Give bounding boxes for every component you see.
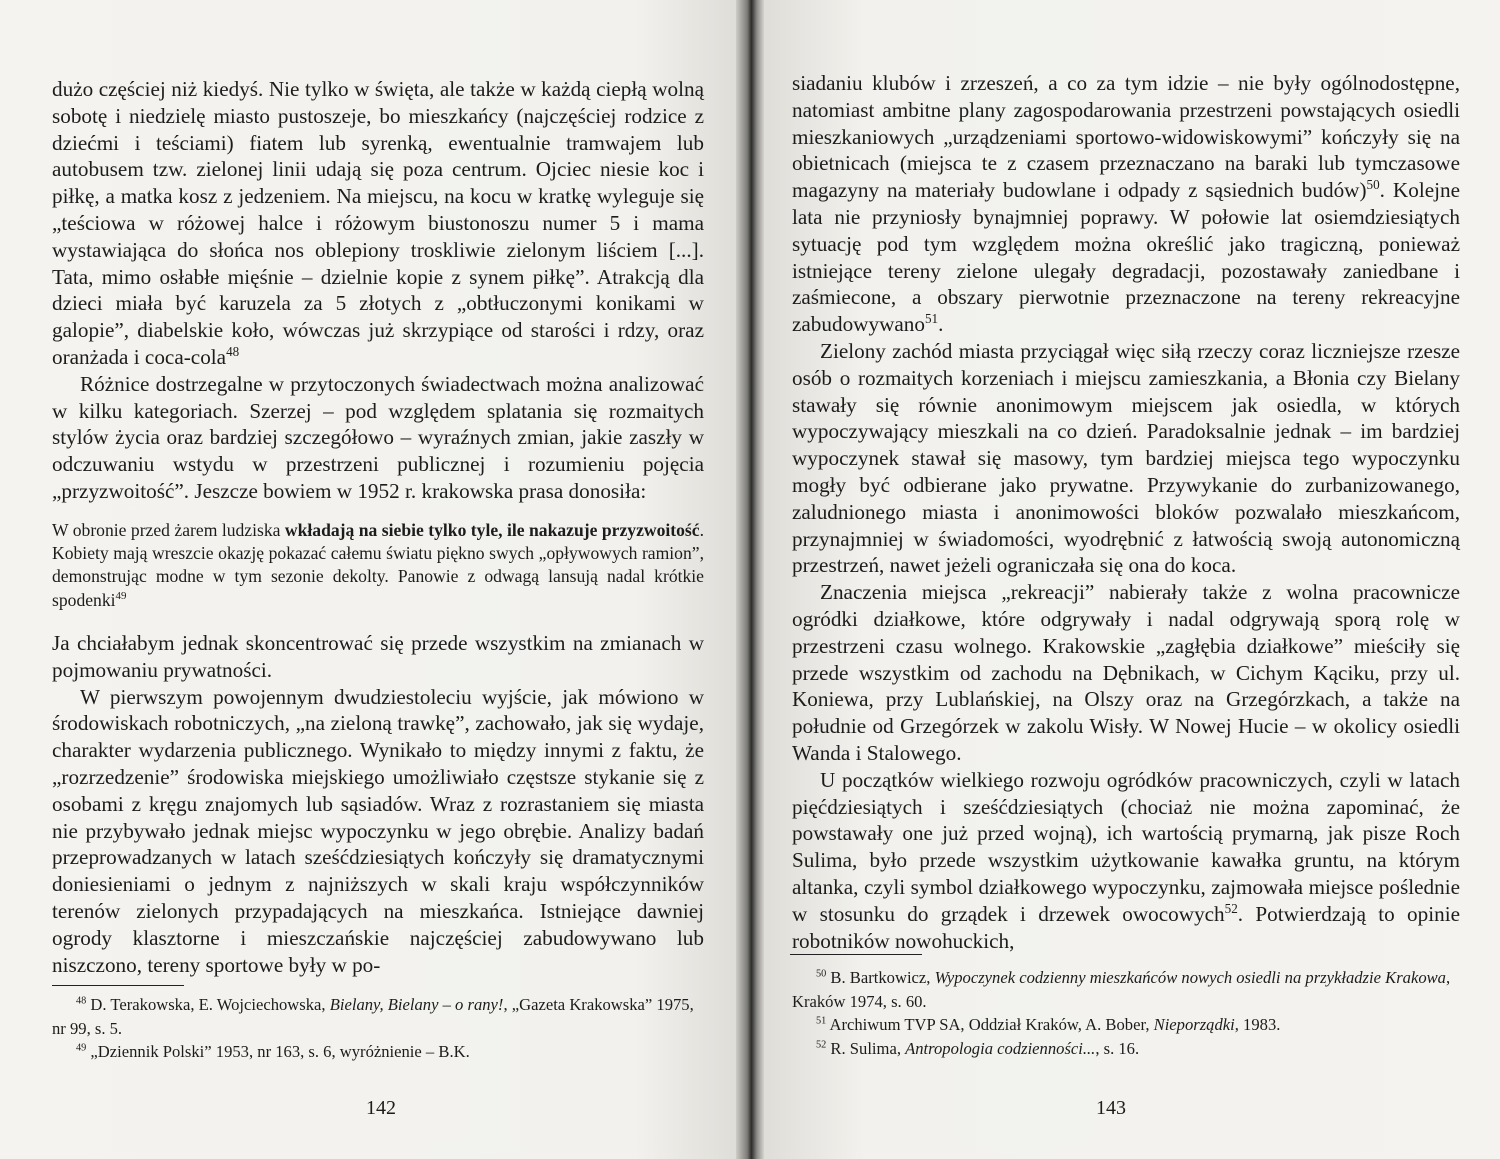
page-number: 143 xyxy=(1096,1097,1126,1119)
footnote-48: $^{48}$ D. Terakowska, E. Wojciechowska, Bielany, Bielany – o rany!, „Gazeta Krakowska” 1975, nr 99, s. 5. xyxy=(52,995,694,1038)
quote-emphasis: wkładają na siebie tylko tyle, ile nakazuje przyzwoitość xyxy=(284,519,700,540)
paragraph: Zielony zachód miasta przyciągał więc siłą rzeczy coraz liczniejsze rzesze osób o rozmaitych korzeniach i miejscu zamieszkania, a Błonia czy Bielany stawały się równie anonimowym miejscem jak osiedla, w których wypoczywający mieszkali na co dzień. Paradoksalnie jednak – im bardziej wypoczynek stawał się masowy, tym bardziej miejsca tego wypoczynku mogły być odbierane jako prywatne. Przywykanie do zurbanizowanego, zaludnionego miasta i anonimowości bloków pozwalało mieszkańcom, przynajmniej w świadomości, wyodrębnić z łatwością swoją autonomiczną przestrzeń, nawet jeżeli ograniczała się ona do koca. xyxy=(792,338,1460,578)
footnote-divider xyxy=(790,954,922,955)
paragraph: dużo częściej niż kiedyś. Nie tylko w święta, ale także w każdą ciepłą wolną sobotę i niedzielę miasto pustoszeje, bo mieszkańcy (najczęściej rodzice z dziećmi i teściami) fiatem lub syrenką, ewentualnie tramwajem lub autobusem tzw. zielonej linii udają się poza centrum. Ojciec niesie koc i piłkę, a matka kosz z jedzeniem. Na miejscu, na kocu w kratkę wyleguje się „teściowa w różowej halce i różowym biustonoszu numer 5 i mama wystawiająca do słońca nos oblepiony troskliwie zielonym liściem [...]. Tata, mimo osłabłe mięśnie – dzielnie kopie z synem piłkę”. Atrakcją dla dzieci miała być karuzela za 5 złotych z „obtłuczonymi konikami w galopie”, diabelskie koło, wówczas już skrzypiące od starości i rdzy, oraz oranżada i coca-cola$^{48}$ xyxy=(52,77,704,369)
book-gutter xyxy=(736,0,764,1159)
footnote-marker: 52 xyxy=(1224,900,1238,916)
footnote-49: $^{49}$ „Dziennik Polski” 1953, nr 163, s. 6, wyróżnienie – B.K. xyxy=(76,1042,470,1062)
footnote-marker: 50 xyxy=(1366,177,1380,193)
footnote-divider xyxy=(52,985,184,986)
footnote-marker: 48 xyxy=(226,343,240,359)
page-number: 142 xyxy=(366,1097,396,1119)
footnote-51: $^{51}$ Archiwum TVP SA, Oddział Kraków, A. Bober, Nieporządki, 1983. xyxy=(816,1015,1281,1035)
paragraph: siadaniu klubów i zrzeszeń, a co za tym idzie – nie były ogólnodostępne, natomiast ambitne plany zagospodarowania przestrzeni powstających osiedli mieszkaniowych „urządzeniami sportowo-widowiskowymi” kończyły się na obietnicach (miejsca te z czasem przeznaczano na baraki lub tymczasowe magazyny na materiały budowlane i odpady z sąsiednich budów)$^{50}$. Kolejne lata nie przyniosły bynajmniej poprawy. W połowie lat osiemdziesiątych sytuację pod tym względem można określić jako tragiczną, ponieważ istniejące tereny zielone ulegały degradacji, pozostawały zaniedbane i zaśmiecone, a obszary pierwotnie przeznaczone na tereny rekreacyjne zabudowywano$^{51}$. xyxy=(792,71,1461,337)
block-quote: W obronie przed żarem ludziska wkładają na siebie tylko tyle, ile nakazuje przyzwoitość. Kobiety mają wreszcie okazję pokazać całemu światu piękno swych „opływowych ramion”, demonstrując modne w tym sezonie dekolty. Panowie z odwagą lansują nadal krótkie spodenki$^{49}$ xyxy=(52,519,704,610)
right-page-body xyxy=(792,70,1460,954)
paragraph: Różnice dostrzegalne w przytoczonych świadectwach można analizować w kilku kategoriach. Szerzej – pod względem splatania się rozmaitych stylów życia oraz bardziej szczegółowo – wyraźnych zmian, jakie zaszły w odczuwaniu wstydu w przestrzeni publicznej i rozumieniu pojęcia „przyzwoitość”. Jeszcze bowiem w 1952 r. krakowska prasa donosiła: xyxy=(52,371,704,503)
paragraph: W pierwszym powojennym dwudziestoleciu wyjście, jak mówiono w środowiskach robotniczych, „na zieloną trawkę”, zachowało, jak się wydaje, charakter wydarzenia publicznego. Wynikało to między innymi z faktu, że „rozrzedzenie” środowiska miejskiego umożliwiało częstsze stykanie się z osobami z kręgu znajomych lub sąsiadów. Wraz z rozrastaniem się miasta nie przybywało jednak miejsc wypoczynku w jego obrębie. Analizy badań przeprowadzanych w latach sześćdziesiątych kończyły się dramatycznymi doniesieniami o jednym z najniższych w skali kraju współczynników terenów zielonych przypadających na mieszkańca. Istniejące dawniej ogrody klasztorne i mieszczańskie najczęściej zabudowywano lub niszczono, tereny sportowe były w po- xyxy=(52,684,704,977)
paragraph: Znaczenia miejsca „rekreacji” nabierały także z wolna pracownicze ogródki działkowe, które odgrywały i nadal odgrywają sporą rolę w przestrzeni czasu wolnego. Krakowskie „zagłębia działkowe” mieściły się przede wszystkim od zachodu na Dębnikach, w Cichym Kąciku, przy ul. Koniewa, przy Lublańskiej, na Olszy oraz na Grzegórzkach, a także na południe od Grzegórzek w zakolu Wisły. W Nowej Hucie – w okolicy osiedli Wanda i Stalowego. xyxy=(792,580,1460,765)
footnotes xyxy=(792,966,1460,1060)
paragraph: Ja chciałabym jednak skoncentrować się przede wszystkim na zmianach w pojmowaniu prywatności. xyxy=(52,630,704,682)
footnote-52: $^{52}$ R. Sulima, Antropologia codzienności..., s. 16. xyxy=(816,1038,1140,1058)
footnotes xyxy=(52,993,704,1064)
left-page-body xyxy=(52,76,704,978)
left-page xyxy=(0,0,748,1159)
footnote-marker: 49 xyxy=(115,589,127,602)
right-page xyxy=(752,0,1500,1159)
footnote-marker: 51 xyxy=(924,311,939,327)
footnote-50: $^{50}$ B. Bartkowicz, Wypoczynek codzienny mieszkańców nowych osiedli na przykładzie Krakowa, Kraków 1974, s. 60. xyxy=(792,968,1451,1011)
paragraph: U początków wielkiego rozwoju ogródków pracowniczych, czyli w latach pięćdziesiątych i sześćdziesiątych (chociaż nie można zapominać, że powstawały one już przed wojną), ich wartością prymarną, jak pisze Roch Sulima, było przede wszystkim użytkowanie kawałka gruntu, na którym altanka, czyli symbol działkowego wypoczynku, zajmowała miejsce poślednie w stosunku do grządek i drzewek owocowych$^{52}$. Potwierdzają to opinie robotników nowohuckich, xyxy=(792,767,1460,953)
